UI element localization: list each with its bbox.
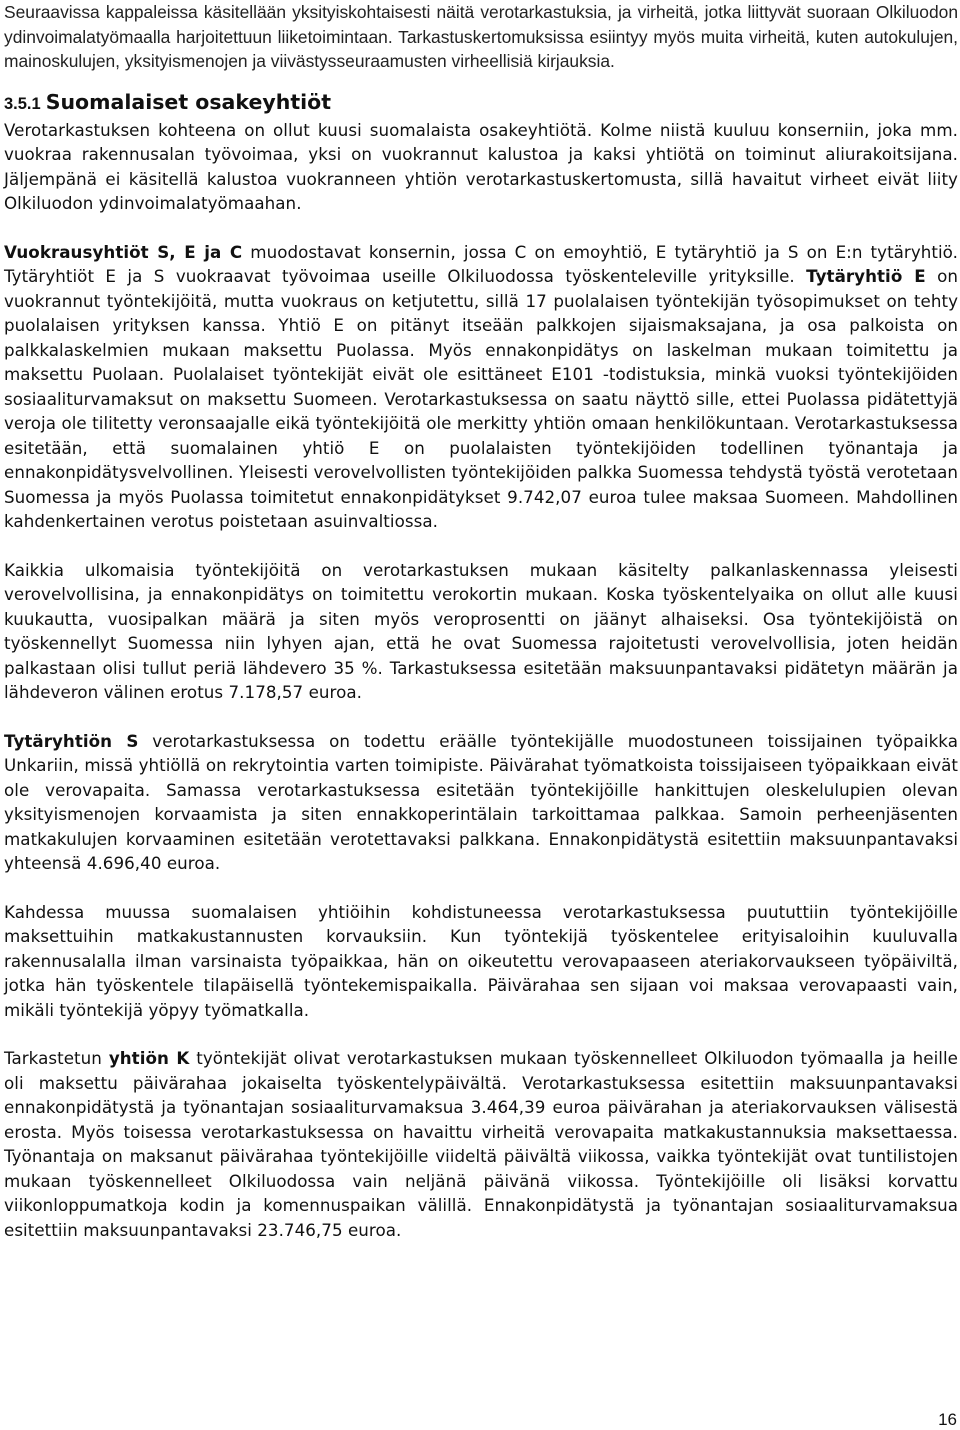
paragraph-3: Kaikkia ulkomaisia työntekijöitä on verotarkastuksen mukaan käsitelty palkanlaskennassa yleisesti verovelvollisina, ja ennakonpidätys on toimitettu verokortin mukaan. Koska työskentelyaika on ollut alle kuusi kuukautta, vuosipalkan määrä ja siten myös veroprosentti on jäänyt alhaiseksi. Osa työntekijöistä on työskennellyt Suomessa niin lyhyen ajan, että he ovat Suomessa rajoitetusti verovelvollisia, joten heidän palkastaan olisi tullut periä lähdevero 35 %. Tarkastuksessa esitetään maksuunpantavaksi pidätetyn määrän ja lähdeveron välinen erotus 7.178,57 euroa. (4, 559, 958, 702)
paragraph-2 (4, 240, 958, 534)
bold-term: yhtiön K (108, 1048, 190, 1068)
bold-term: Tytäryhtiö E (806, 266, 926, 286)
paragraph-text: on vuokrannut työntekijöitä, mutta vuokraus on ketjutettu, sillä 17 puolalaisen työntekijän työsopimukset on tehty puolalaisen yrityksen kanssa. Yhtiö E on pitänyt itseään palkkojen sijaismaksajana, ja osa palkoista on palkkalaskelmien mukaan maksettu Puolassa. Myös ennakonpidätys on laskelman mukaan toimitettu ja maksettu Puolaan. Puolalaiset työntekijät eivät ole esittäneet E101 -todistuksia, minkä vuoksi työntekijöiden sosiaaliturvamaksut on maksettu Suomeen. Verotarkastuksessa on saatu näyttö sille, ettei Puolassa pidätettyjä veroja ole tilitetty veronsaajalle eikä työntekijöitä ole merkitty yhtiön omaan henkilökuntaan. Verotarkastuksessa esitetään, että suomalainen yhtiö E on puolalaisten työntekijöiden todellinen työnantaja ja ennakonpidätysvelvollinen. Yleisesti verovelvollisten työntekijöiden palkka Suomessa tehdystä työstä verotetaan Suomessa ja myös Puolassa toimitetut ennakonpidätykset 9.742,07 euroa tulee maksaa Suomeen. Mahdollinen kahdenkertainen verotus poistetaan asuinvaltiossa. (4, 266, 958, 531)
section-number: 3.5.1 (4, 94, 41, 113)
document-page (4, 0, 958, 1242)
section-title: Suomalaiset osakeyhtiöt (45, 89, 332, 114)
paragraph-4 (4, 729, 958, 876)
paragraph-text: muodostavat konsernin, jossa C on emoyhtiö, E tytäryhtiö ja S on E:n tytäryhtiö. Tytäryhtiöt E ja S vuokraavat työvoimaa useille Olkiluodossa työskenteleville yrityksille. (4, 241, 958, 286)
paragraph-text: Tarkastetun (4, 1048, 109, 1068)
bold-term: Vuokrausyhtiöt S, E ja C (4, 241, 243, 262)
section-heading (4, 90, 958, 114)
paragraph-5: Kahdessa muussa suomalaisen yhtiöihin kohdistuneessa verotarkastuksessa puututtiin työntekijöille maksettuihin matkakustannusten korvauksiin. Kun työntekijä työskentelee erityisaloihin kuuluvalla rakennusalalla ilman varsinaista työpaikkaa, hän on oikeutettu verovapaaseen ateriakorvaukseen työpäiviltä, jotka hän työskentele tilapäisellä työntekemispaikalla. Päivärahaa sen sijaan voi maksaa verovapaasti vain, mikäli työntekijä yöpyy työmatkalla. (4, 901, 958, 1020)
paragraph-text: verotarkastuksessa on todettu eräälle työntekijälle muodostuneen toissijainen työpaikka Unkariin, missä yhtiöllä on rekrytointia varten toimipiste. Päivärahat työmatkoista toissijaiseen työpaikkaan eivät ole verovapaita. Samassa verotarkastuksessa esitetään työntekijöille hankittujen oleskelulupien olevan yksityismenojen korvaamista ja siten ennakkoperintälain tarkoittamaa palkkaa. Samoin perheenjäsenten matkakulujen korvaaminen esitetään verotettavaksi palkkana. Ennakonpidätystä esitettiin maksuunpantavaksi yhteensä 4.696,40 euroa. (4, 730, 958, 873)
paragraph-6 (4, 1046, 958, 1242)
intro-paragraph: Seuraavissa kappaleissa käsitellään yksityiskohtaisesti näitä verotarkastuksia, ja virheitä, jotka liittyvät suoraan Olkiluodon ydinvoimalatyömaalla harjoitettuun liiketoimintaan. Tarkastuskertomuksissa esiintyy myös muita virheitä, kuten autokulujen, mainoskulujen, yksityismenojen ja viivästysseuraamusten virheellisiä kirjauksia. (4, 2, 958, 71)
page-number: 16 (938, 1410, 957, 1429)
bold-term: Tytäryhtiön S (4, 730, 139, 751)
paragraph-text: työntekijät olivat verotarkastuksen mukaan työskennelleet Olkiluodon työmaalla ja heille oli maksettu päivärahaa jokaiselta työskentelypäivältä. Verotarkastuksessa esitettiin maksuunpantavaksi ennakonpidätystä ja työnantajan sosiaaliturvamaksua 3.464,39 euroa päivärahan ja ateriakorvauksen välisestä erosta. Myös toisessa verotarkastuksessa on havaittu virheitä verovapaita matkakustannuksia maksettaessa. Työnantaja on maksanut päivärahaa työntekijöille viideltä päivältä viikossa, vaikka työntekijät ovat tuntilistojen mukaan työskennelleet Olkiluodossa vain neljänä päivänä viikossa. Työntekijöille oli lisäksi korvattu viikonloppumatkoja kodin ja komennuspaikan välillä. Ennakonpidätystä ja työnantajan sosiaaliturvamaksua esitettiin maksuunpantavaksi 23.746,75 euroa. (4, 1048, 958, 1240)
paragraph-1: Verotarkastuksen kohteena on ollut kuusi suomalaista osakeyhtiötä. Kolme niistä kuuluu konserniin, joka mm. vuokraa rakennusalan työvoimaa, yksi on vuokrannut kalustoa ja kaksi yhtiötä on toiminut aliurakoitsijana. Jäljempänä ei käsitellä kalustoa vuokranneen yhtiön verotarkastuskertomusta, sillä havaitut virheet eivät liity Olkiluodon ydinvoimalatyömaahan. (4, 119, 958, 213)
